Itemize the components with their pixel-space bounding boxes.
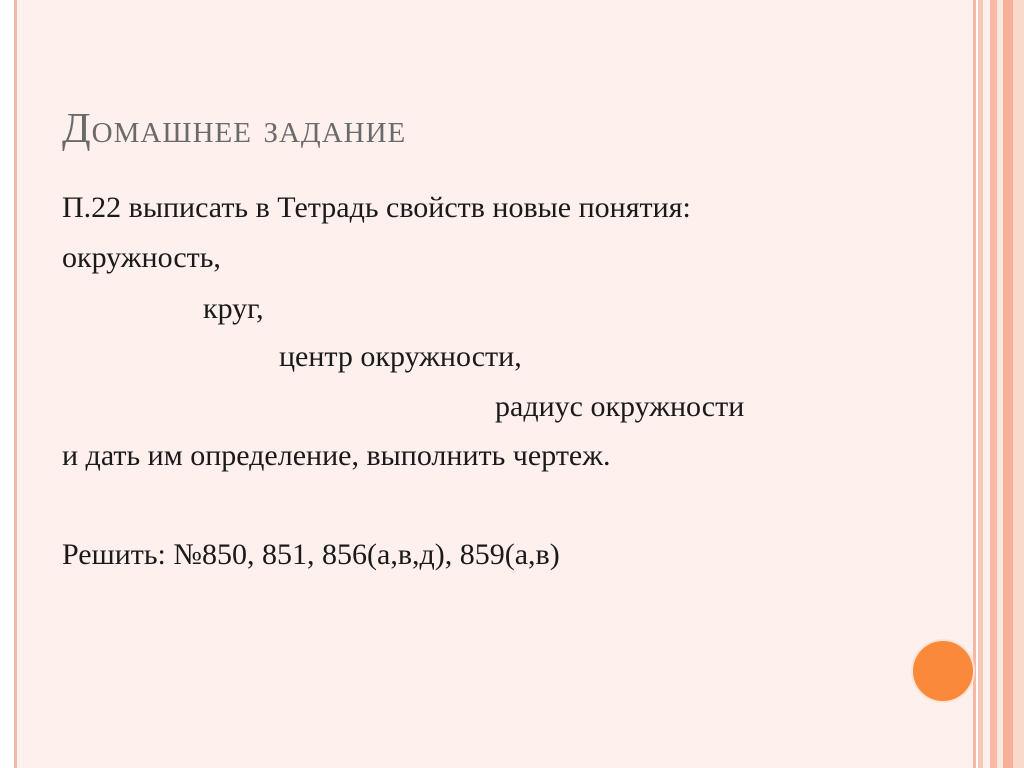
side-stripe — [1013, 0, 1024, 768]
task-line-1: П.22 выписать в Тетрадь свойств новые понятия: — [62, 191, 691, 224]
slide-title: Домашнее задание — [62, 106, 407, 152]
side-stripe — [1003, 0, 1013, 768]
term-center: центр окружности, — [279, 340, 522, 373]
term-radius: радиус окружности — [495, 390, 745, 423]
orange-circle-icon — [913, 641, 973, 701]
term-circle-line: окружность, — [62, 241, 221, 274]
term-disk: круг, — [203, 292, 264, 325]
task-line-2: и дать им определение, выполнить чертеж. — [62, 439, 611, 472]
exercises-line: Решить: №850, 851, 856(а,в,д), 859(а,в) — [62, 538, 560, 571]
side-stripe — [983, 0, 990, 768]
side-stripe — [990, 0, 997, 768]
